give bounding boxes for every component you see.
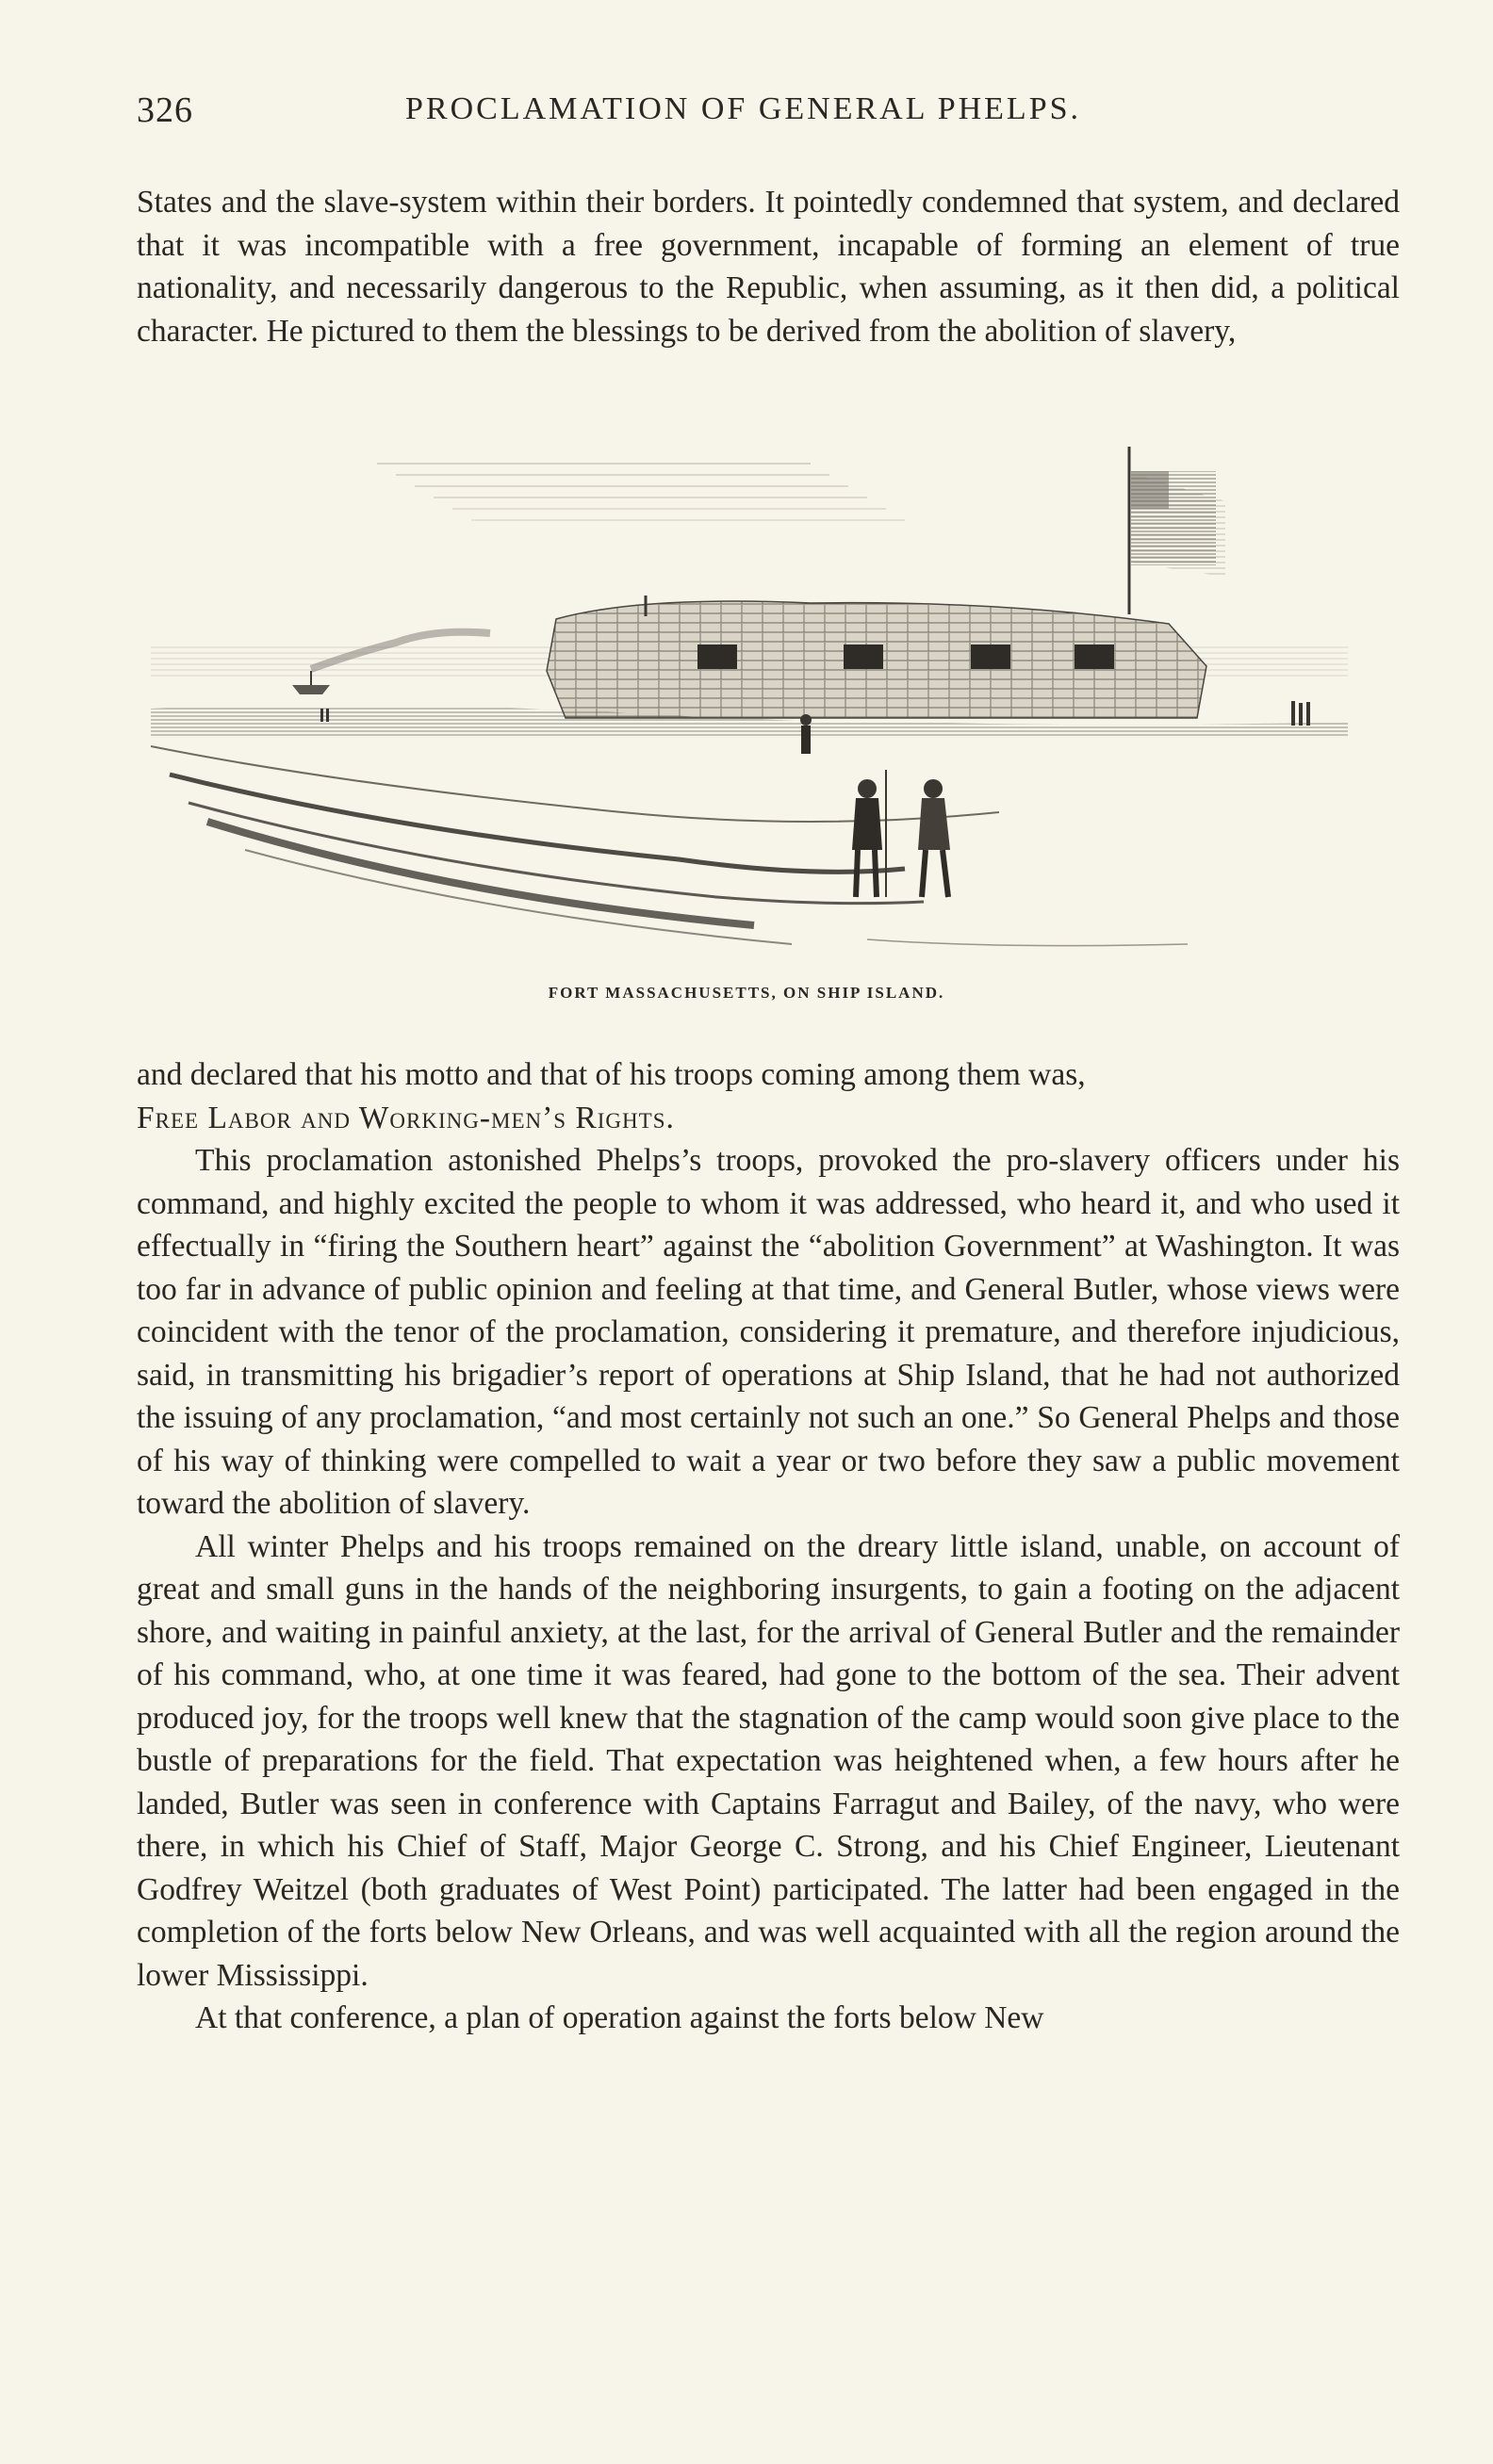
soldier-left bbox=[852, 779, 882, 897]
fort-walls bbox=[547, 596, 1206, 718]
paragraph-conference: At that conference, a plan of operation against the forts below New bbox=[195, 2000, 1044, 2035]
paragraph-proclamation: This proclamation astonished Phelps’s troops, provoked the pro-slavery officers under his command, and highly excited the people to whom it was addressed, who heard it, and who used it effectually in “firing the Southern heart” against the “abolition Government” at Washington. It was too far in advance of public opinion and feeling at that time, and General Butler, whose views were coincident with the tenor of the proclamation, considering it premature, and therefore injudicious, said, in transmitting his brigadier’s report of operations at Ship Island, that he had not authorized the issuing of any proclamation, “and most certainly not such an one.” So General Phelps and those of his way of thinking were compelled to wait a year or two before they saw a public movement toward the abolition of slavery. bbox=[137, 1143, 1400, 1521]
engraving-image bbox=[151, 435, 1348, 963]
ground bbox=[151, 706, 1348, 946]
continuation-line: and declared that his motto and that of his troops coming among them was, bbox=[137, 1057, 1086, 1092]
flag bbox=[1129, 447, 1225, 614]
running-head: PROCLAMATION OF GENERAL PHELPS. bbox=[405, 91, 1082, 126]
motto-line: Free Labor and Working-men’s Rights. bbox=[137, 1100, 675, 1135]
paragraph-winter: All winter Phelps and his troops remained on the dreary little island, unable, on account of great and small guns in the hands of the neighboring insurgents, to gain a footing on the adjacent shore, and waiting in painful anxiety, at the last, for the arrival of General Butler and the remainder of his command, who, at one time it was feared, had gone to the bottom of the sea. Their advent produced joy, for the troops well knew that the stagnation of the camp would soon give place to the bustle of preparations for the field. That expectation was heightened when, a few hours after he landed, Butler was seen in conference with Captains Farragut and Bailey, of the navy, who were there, in which his Chief of Staff, Major George C. Strong, and his Chief Engineer, Lieutenant Godfrey Weitzel (both graduates of West Point) participated. The latter had been engaged in the completion of the forts below New Orleans, and was well acquainted with all the region around the lower Mississippi. bbox=[137, 1528, 1400, 1993]
soldier-right bbox=[918, 779, 950, 897]
bottom-text-block bbox=[137, 1053, 1400, 2040]
page-number: 326 bbox=[137, 90, 193, 130]
top-text-block bbox=[137, 181, 1400, 352]
page-header bbox=[137, 90, 1404, 137]
fort-illustration bbox=[151, 435, 1348, 963]
sky-lines bbox=[358, 449, 905, 520]
figure-caption: FORT MASSACHUSETTS, ON SHIP ISLAND. bbox=[548, 984, 945, 1002]
top-paragraph: States and the slave-system within their borders. It pointedly condemned that system, and declared that it was incompatible with a free government, incapable of forming an element of true nationality, and necessarily dangerous to the Republic, when assuming, as it then did, a political character. He pictured to them the blessings to be derived from the abolition of slavery, bbox=[137, 185, 1400, 349]
sentry bbox=[800, 714, 812, 754]
